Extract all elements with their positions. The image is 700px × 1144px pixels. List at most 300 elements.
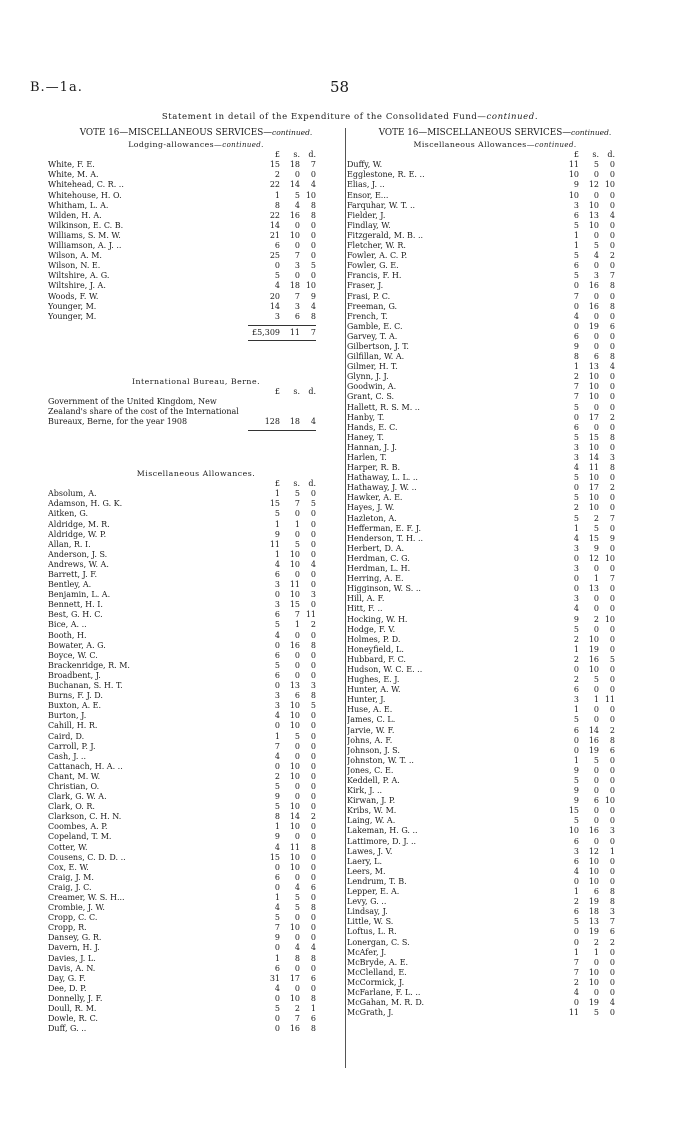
entry-name: Lindsay, J. xyxy=(347,907,388,917)
intl-pounds: 128 xyxy=(264,416,280,426)
entry-shillings: 17 xyxy=(289,973,300,983)
entry-pounds: 5 xyxy=(573,917,579,927)
entry-pounds: 9 xyxy=(573,180,579,190)
entry-pounds: 11 xyxy=(568,1008,579,1018)
entry-pounds: 0 xyxy=(274,943,280,953)
entry-name: French, T. xyxy=(347,311,388,321)
entry-pence: 0 xyxy=(609,503,615,513)
entry-pence: 0 xyxy=(609,685,615,695)
entry-pence: 6 xyxy=(310,882,316,892)
entry-shillings: 0 xyxy=(593,564,599,574)
table-row xyxy=(347,322,643,332)
entry-shillings: 16 xyxy=(289,640,300,650)
entry-name: Kirwan, J. P. xyxy=(347,796,396,806)
entry-pence: 3 xyxy=(310,681,316,691)
entry-shillings: 0 xyxy=(294,872,300,882)
entry-name: Farquhar, W. T. .. xyxy=(347,200,416,210)
entry-name: Frasi, P. C. xyxy=(347,291,391,301)
pounds-header: £ xyxy=(274,386,280,396)
entry-name: Lonergan, C. S. xyxy=(347,937,410,947)
shillings-header: s. xyxy=(592,150,599,160)
entry-pounds: 5 xyxy=(573,715,579,725)
entry-name: Hodge, F. V. xyxy=(347,624,396,634)
entry-name: Barrett, J. F. xyxy=(48,570,98,579)
entry-name: Laing, W. A. xyxy=(347,816,396,826)
entry-name: Brackenridge, R. M. xyxy=(48,660,130,670)
entry-shillings: 13 xyxy=(588,210,599,220)
entry-shillings: 10 xyxy=(588,220,599,230)
pounds-header: £ xyxy=(274,479,280,489)
entry-shillings: 0 xyxy=(294,170,300,180)
entry-name: Honeyfield, L. xyxy=(347,644,404,654)
entry-name: Donnelly, J. F. xyxy=(48,993,103,1003)
entry-pounds: 1 xyxy=(573,230,579,240)
page-identifier: B.—1a. xyxy=(30,80,83,95)
entry-pence: 8 xyxy=(609,735,615,745)
entry-shillings: 5 xyxy=(593,241,599,251)
entry-name: Glynn, J. J. xyxy=(347,372,389,382)
table-row xyxy=(48,610,344,620)
entry-shillings: 7 xyxy=(294,251,300,261)
table-row xyxy=(48,782,344,792)
statement-heading xyxy=(0,112,700,122)
entry-shillings: 8 xyxy=(294,953,300,963)
entry-pence: 8 xyxy=(310,640,316,650)
entry-name: Anderson, J. S. xyxy=(48,549,108,559)
entry-shillings: 6 xyxy=(294,691,300,701)
entry-name: Dee, D. P. xyxy=(48,983,87,993)
table-row xyxy=(48,520,344,530)
entry-pence: 0 xyxy=(310,711,316,721)
entry-pence: 6 xyxy=(609,321,615,331)
entry-pence: 0 xyxy=(310,670,316,680)
table-row xyxy=(347,958,643,968)
entry-pence: 0 xyxy=(310,241,316,251)
pence-header: d. xyxy=(607,150,615,160)
entry-name: Clarkson, C. H. N. xyxy=(48,812,122,822)
entry-name: Loftus, L. R. xyxy=(347,927,397,937)
entry-shillings: 10 xyxy=(289,771,300,781)
entry-pounds: 1 xyxy=(274,893,280,902)
table-row xyxy=(48,964,344,974)
entry-name: Bowater, A. G. xyxy=(48,640,106,650)
entry-pounds: 7 xyxy=(274,923,280,933)
table-row xyxy=(347,382,643,392)
entry-pounds: 5 xyxy=(274,509,280,519)
entry-pounds: 7 xyxy=(573,291,579,301)
entry-name: Adamson, H. G. K. xyxy=(48,499,123,509)
entry-pence: 0 xyxy=(609,947,615,957)
entry-pence: 0 xyxy=(609,856,615,866)
entry-pence: 8 xyxy=(310,903,316,913)
entry-pounds: 4 xyxy=(274,281,280,291)
entry-shillings: 6 xyxy=(593,352,599,362)
entry-pence: 4 xyxy=(310,301,316,311)
table-row xyxy=(48,943,344,953)
entry-shillings: 10 xyxy=(289,590,300,600)
entry-pence: 0 xyxy=(310,230,316,240)
entry-shillings: 0 xyxy=(294,983,300,993)
entry-pounds: 3 xyxy=(274,701,280,711)
entry-pounds: 4 xyxy=(573,533,579,543)
entry-name: Carroll, P. J. xyxy=(48,741,96,751)
entry-pence: 0 xyxy=(310,489,316,499)
misc-title: Miscellaneous Allowances— xyxy=(413,140,535,150)
table-row xyxy=(48,822,344,832)
table-row xyxy=(48,509,344,519)
currency-header xyxy=(48,150,344,160)
entry-shillings: 10 xyxy=(588,503,599,513)
entry-shillings: 0 xyxy=(593,261,599,271)
entry-pounds: 0 xyxy=(274,1024,280,1034)
table-row xyxy=(347,392,643,402)
entry-shillings: 0 xyxy=(593,987,599,997)
entry-pence: 3 xyxy=(609,826,615,836)
table-row xyxy=(347,271,643,281)
intl-rule xyxy=(248,430,316,431)
entry-pence: 0 xyxy=(310,600,316,610)
entry-shillings: 13 xyxy=(289,681,300,691)
vote-heading-left xyxy=(48,128,344,138)
entry-pounds: 14 xyxy=(269,220,280,230)
entry-pence: 0 xyxy=(310,549,316,559)
table-row xyxy=(347,887,643,897)
entry-pence: 9 xyxy=(310,291,316,301)
entry-name: Lakeman, H. G. .. xyxy=(347,826,418,836)
entry-name: Higginson, W. S. .. xyxy=(347,584,421,594)
entry-pounds: 7 xyxy=(573,957,579,967)
entry-shillings: 16 xyxy=(588,301,599,311)
entry-pence: 0 xyxy=(609,987,615,997)
entry-pounds: 5 xyxy=(274,271,280,281)
entry-pounds: 0 xyxy=(573,321,579,331)
entry-name: Fowler, G. E. xyxy=(347,261,399,271)
table-row xyxy=(48,231,344,241)
misc-continued: continued. xyxy=(534,141,577,150)
table-row xyxy=(347,584,643,594)
entry-shillings: 1 xyxy=(294,519,300,529)
entry-pounds: 4 xyxy=(573,604,579,614)
lodging-total-row xyxy=(48,325,344,341)
entry-shillings: 0 xyxy=(593,816,599,826)
entry-pounds: 1 xyxy=(274,731,280,741)
entry-name: Lepper, E. A. xyxy=(347,887,400,897)
entry-shillings: 2 xyxy=(294,1004,300,1014)
table-row xyxy=(347,564,643,574)
left-column xyxy=(48,128,344,1034)
entry-pounds: 9 xyxy=(573,765,579,775)
entry-shillings: 0 xyxy=(593,291,599,301)
table-row xyxy=(48,261,344,271)
misc-continued-heading xyxy=(347,140,643,150)
table-row xyxy=(48,954,344,964)
entry-shillings: 19 xyxy=(588,745,599,755)
table-row xyxy=(347,837,643,847)
total-pence: 7 xyxy=(310,327,316,337)
entry-pounds: 5 xyxy=(573,513,579,523)
entry-pounds: 1 xyxy=(274,953,280,963)
vote-continued: continued. xyxy=(571,128,612,137)
entry-name: Hayes, J. W. xyxy=(347,503,395,513)
entry-pence: 0 xyxy=(609,644,615,654)
table-row xyxy=(347,726,643,736)
entry-pence: 3 xyxy=(609,907,615,917)
entry-pounds: 0 xyxy=(274,862,280,872)
entry-name: White, M. A. xyxy=(48,170,99,180)
entry-pence: 0 xyxy=(609,957,615,967)
entry-pounds: 6 xyxy=(274,670,280,680)
entry-pence: 0 xyxy=(609,624,615,634)
entry-shillings: 10 xyxy=(588,876,599,886)
table-row xyxy=(347,625,643,635)
entry-pence: 0 xyxy=(609,776,615,785)
entry-pence: 0 xyxy=(310,220,316,230)
entry-pence: 0 xyxy=(310,832,316,842)
entry-name: Chant, M. W. xyxy=(48,771,101,781)
entry-name: Best, G. H. C. xyxy=(48,610,103,620)
entry-shillings: 2 xyxy=(593,614,599,624)
entry-pounds: 0 xyxy=(274,590,280,600)
entry-shillings: 0 xyxy=(593,341,599,351)
table-row xyxy=(347,746,643,756)
entry-shillings: 11 xyxy=(289,580,300,590)
entry-pence: 0 xyxy=(310,660,316,670)
entry-pence: 0 xyxy=(310,862,316,872)
entry-shillings: 0 xyxy=(593,190,599,200)
table-row xyxy=(48,590,344,600)
entry-name: Herring, A. E. xyxy=(347,574,404,584)
entry-shillings: 13 xyxy=(588,917,599,927)
statement-continued: continued. xyxy=(486,112,539,122)
table-row xyxy=(347,493,643,503)
entry-name: Broadbent, J. xyxy=(48,670,101,680)
table-row xyxy=(48,893,344,903)
entry-pence: 0 xyxy=(609,604,615,614)
entry-pounds: 5 xyxy=(573,816,579,826)
table-row xyxy=(48,792,344,802)
entry-name: McAfer, J. xyxy=(347,947,387,957)
entry-pounds: 9 xyxy=(573,786,579,796)
intl-currency-header xyxy=(48,387,344,397)
entry-name: Hallett, R. S. M. .. xyxy=(347,402,420,412)
table-row xyxy=(48,292,344,302)
entry-pence: 10 xyxy=(305,190,316,200)
entry-shillings: 15 xyxy=(289,600,300,610)
entry-pounds: 5 xyxy=(274,781,280,791)
table-row xyxy=(347,423,643,433)
entry-pence: 0 xyxy=(609,594,615,604)
entry-shillings: 10 xyxy=(588,372,599,382)
table-row xyxy=(347,261,643,271)
table-row xyxy=(347,302,643,312)
entry-pence: 0 xyxy=(609,493,615,503)
entry-pounds: 3 xyxy=(573,695,579,705)
entry-pounds: 6 xyxy=(573,685,579,695)
entry-pence: 0 xyxy=(310,529,316,539)
entry-pounds: 1 xyxy=(573,362,579,372)
entry-pence: 8 xyxy=(310,1024,316,1034)
entry-name: Johnson, J. S. xyxy=(347,745,400,755)
entry-shillings: 10 xyxy=(588,634,599,644)
table-row xyxy=(347,826,643,836)
entry-name: Johnston, W. T. .. xyxy=(347,755,414,765)
table-row xyxy=(347,201,643,211)
entry-pounds: 5 xyxy=(573,624,579,634)
entry-name: Bennett, H. I. xyxy=(48,600,103,610)
table-row xyxy=(347,231,643,241)
entry-pounds: 0 xyxy=(274,1014,280,1024)
table-row xyxy=(347,1008,643,1018)
entry-pounds: 6 xyxy=(573,836,579,846)
entry-pence: 6 xyxy=(609,745,615,755)
entry-pence: 0 xyxy=(609,584,615,594)
entry-name: Ensor, E... xyxy=(347,190,389,200)
entry-shillings: 0 xyxy=(294,741,300,751)
entry-shillings: 18 xyxy=(588,907,599,917)
table-row xyxy=(48,641,344,651)
entry-name: Wilson, A. M. xyxy=(48,251,102,261)
entry-pence: 0 xyxy=(609,866,615,876)
entry-shillings: 0 xyxy=(593,705,599,715)
entry-pounds: 0 xyxy=(573,301,579,311)
table-row xyxy=(48,201,344,211)
entry-pence: 0 xyxy=(609,341,615,351)
table-row xyxy=(347,695,643,705)
entry-pounds: 1 xyxy=(573,705,579,715)
entry-shillings: 0 xyxy=(593,715,599,725)
entry-pounds: 6 xyxy=(274,872,280,882)
entry-shillings: 16 xyxy=(588,654,599,664)
entry-name: Findlay, W. xyxy=(347,220,391,230)
entry-name: Jarvie, W. F. xyxy=(347,725,395,735)
entry-pence: 0 xyxy=(310,963,316,973)
entry-shillings: 11 xyxy=(289,842,300,852)
entry-pounds: 20 xyxy=(269,291,280,301)
entry-name: Hitt, F. .. xyxy=(347,604,383,614)
entry-shillings: 0 xyxy=(294,781,300,791)
entry-pence: 0 xyxy=(609,564,615,574)
shillings-header: s. xyxy=(293,479,300,489)
entry-shillings: 13 xyxy=(588,362,599,372)
entry-pounds: 1 xyxy=(573,241,579,251)
entry-shillings: 0 xyxy=(294,660,300,670)
entry-shillings: 0 xyxy=(593,422,599,432)
vote-title: VOTE 16—MISCELLANEOUS SERVICES— xyxy=(378,128,572,138)
entry-shillings: 0 xyxy=(593,624,599,634)
entry-pounds: 5 xyxy=(274,802,280,812)
table-row xyxy=(347,705,643,715)
entry-pence: 7 xyxy=(609,917,615,927)
entry-pounds: 1 xyxy=(274,822,280,832)
entry-name: Andrews, W. A. xyxy=(48,559,109,569)
entry-name: Bice, A. .. xyxy=(48,620,87,630)
table-row xyxy=(48,903,344,913)
entry-name: Aitken, G. xyxy=(48,509,89,519)
entry-shillings: 5 xyxy=(593,523,599,533)
entry-name: McFarlane, F. L. .. xyxy=(347,987,421,997)
table-row xyxy=(48,913,344,923)
entry-shillings: 14 xyxy=(289,812,300,822)
entry-name: Laery, L. xyxy=(347,856,383,866)
entry-shillings: 0 xyxy=(593,765,599,775)
entry-pence: 0 xyxy=(310,509,316,519)
entry-shillings: 6 xyxy=(294,311,300,321)
entry-pence: 0 xyxy=(310,781,316,791)
entry-name: Hathaway, J. W. .. xyxy=(347,483,417,493)
entry-name: Booth, H. xyxy=(48,630,87,640)
table-row xyxy=(347,776,643,786)
entry-pounds: 1 xyxy=(274,519,280,529)
entry-name: Johns, A. F. xyxy=(347,735,393,745)
entry-pounds: 6 xyxy=(274,963,280,973)
pounds-header: £ xyxy=(274,150,280,160)
entry-shillings: 5 xyxy=(294,489,300,499)
table-row xyxy=(48,853,344,863)
table-row xyxy=(347,877,643,887)
table-row xyxy=(347,857,643,867)
entry-shillings: 3 xyxy=(294,301,300,311)
entry-shillings: 3 xyxy=(593,271,599,281)
entry-name: Freeman, G. xyxy=(347,301,398,311)
entry-name: Cahill, H. R. xyxy=(48,721,98,731)
entry-name: Henderson, T. H. .. xyxy=(347,533,424,543)
entry-shillings: 10 xyxy=(588,392,599,402)
entry-pence: 0 xyxy=(310,893,316,902)
entry-pence: 0 xyxy=(310,933,316,943)
entry-name: Gilfillan, W. A. xyxy=(347,352,405,362)
pence-header: d. xyxy=(308,150,316,160)
entry-name: Allan, R. I. xyxy=(48,539,91,549)
table-row xyxy=(48,540,344,550)
entry-shillings: 12 xyxy=(588,846,599,856)
entry-pounds: 9 xyxy=(274,832,280,842)
entry-pounds: 4 xyxy=(274,630,280,640)
entry-name: Goodwin, A. xyxy=(347,382,397,392)
entry-shillings: 0 xyxy=(294,792,300,802)
entry-pounds: 5 xyxy=(573,493,579,503)
table-row xyxy=(48,923,344,933)
entry-pounds: 7 xyxy=(573,392,579,402)
entry-shillings: 10 xyxy=(289,761,300,771)
entry-name: Boyce, W. C. xyxy=(48,650,98,660)
entry-pounds: 0 xyxy=(573,998,579,1008)
entry-shillings: 10 xyxy=(588,442,599,452)
table-row xyxy=(347,847,643,857)
entry-pounds: 0 xyxy=(274,993,280,1003)
entry-pounds: 0 xyxy=(573,574,579,584)
entry-pounds: 4 xyxy=(274,903,280,913)
entry-name: McClelland, E. xyxy=(347,967,407,977)
entry-pounds: 6 xyxy=(274,241,280,251)
entry-pounds: 7 xyxy=(573,967,579,977)
entry-pence: 0 xyxy=(609,876,615,886)
table-row xyxy=(48,863,344,873)
entry-pounds: 1 xyxy=(573,523,579,533)
table-row xyxy=(48,883,344,893)
entry-shillings: 10 xyxy=(289,701,300,711)
entry-shillings: 0 xyxy=(593,311,599,321)
entry-pounds: 3 xyxy=(573,564,579,574)
entry-shillings: 0 xyxy=(593,594,599,604)
intl-bureau-heading: International Bureau, Berne. xyxy=(131,376,261,386)
entry-shillings: 0 xyxy=(593,604,599,614)
entry-pence: 7 xyxy=(609,513,615,523)
table-row xyxy=(48,241,344,251)
entry-name: Cousens, C. D. D. .. xyxy=(48,852,126,862)
entry-pence: 5 xyxy=(310,701,316,711)
entry-pence: 1 xyxy=(609,846,615,856)
entry-shillings: 10 xyxy=(588,473,599,483)
